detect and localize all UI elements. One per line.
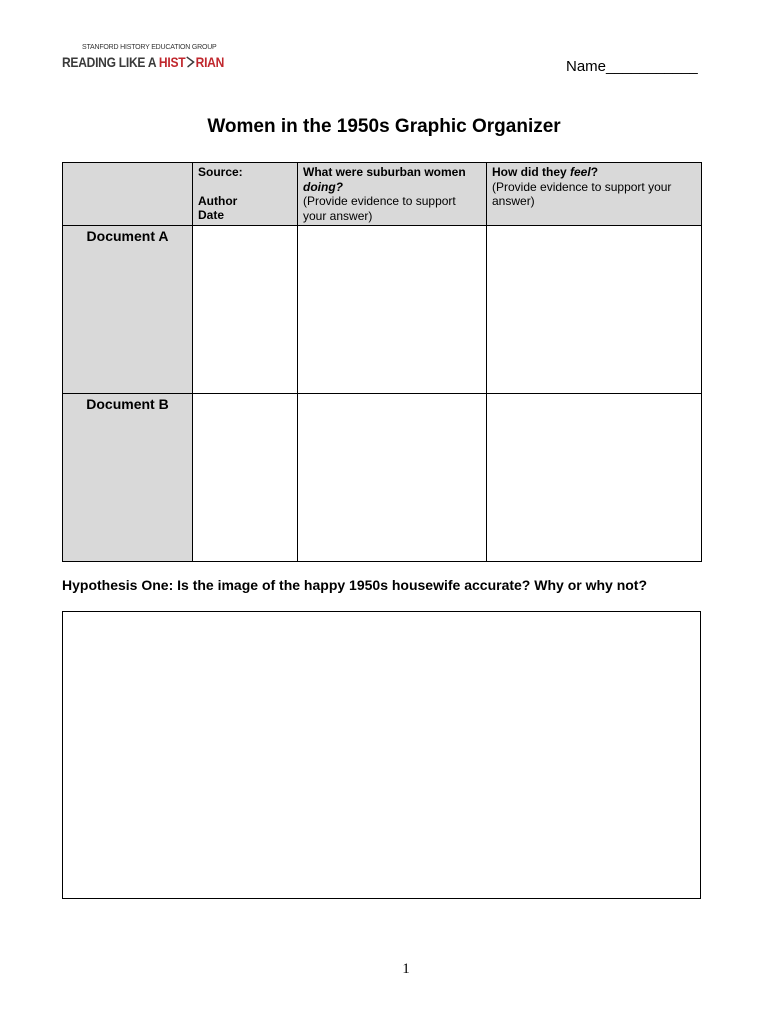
graphic-organizer-table: [62, 162, 702, 562]
feel-note: (Provide evidence to support your answer): [492, 179, 672, 208]
document-b-doing-cell[interactable]: [298, 394, 487, 562]
document-a-feel-cell[interactable]: [487, 226, 702, 394]
page-number: 1: [402, 961, 410, 977]
date-label: Date: [198, 208, 225, 222]
author-label: Author: [198, 193, 238, 208]
feel-emphasis: feel: [570, 165, 591, 179]
header-doing-cell: [298, 163, 487, 226]
document-b-source-cell[interactable]: [193, 394, 298, 562]
reading-like-a-historian-logo: [62, 44, 232, 74]
logo-main-text: [62, 54, 224, 70]
hypothesis-answer-box[interactable]: [62, 611, 701, 899]
source-label: Source:: [198, 165, 243, 179]
page-title: Women in the 1950s Graphic Organizer: [207, 116, 561, 137]
doing-emphasis: doing?: [303, 179, 343, 194]
feel-question-mark: ?: [590, 165, 599, 179]
document-a-source-cell[interactable]: [193, 226, 298, 394]
name-field[interactable]: Name___________: [566, 58, 698, 75]
feel-question: How did they: [492, 165, 570, 179]
header-empty-cell: [63, 163, 193, 226]
logo-arrow-icon: [185, 55, 195, 67]
document-a-label: Document A: [63, 226, 193, 394]
table-header-row: [63, 163, 702, 226]
table-row: [63, 394, 702, 562]
header-feel-cell: [487, 163, 702, 226]
document-b-feel-cell[interactable]: [487, 394, 702, 562]
document-a-doing-cell[interactable]: [298, 226, 487, 394]
logo-text-part2: HIST: [158, 54, 186, 70]
header-source-cell: [193, 163, 298, 226]
table-row: [63, 226, 702, 394]
logo-text-part1: READING LIKE A: [62, 54, 159, 70]
doing-note: (Provide evidence to support your answer): [303, 194, 456, 223]
document-b-label: Document B: [63, 394, 193, 562]
doing-question: What were suburban women: [303, 165, 466, 179]
logo-group-text: STANFORD HISTORY EDUCATION GROUP: [82, 44, 217, 51]
logo-text-part3: RIAN: [195, 54, 225, 70]
hypothesis-question: Hypothesis One: Is the image of the happy 1950s housewife accurate? Why or why not?: [62, 577, 648, 593]
